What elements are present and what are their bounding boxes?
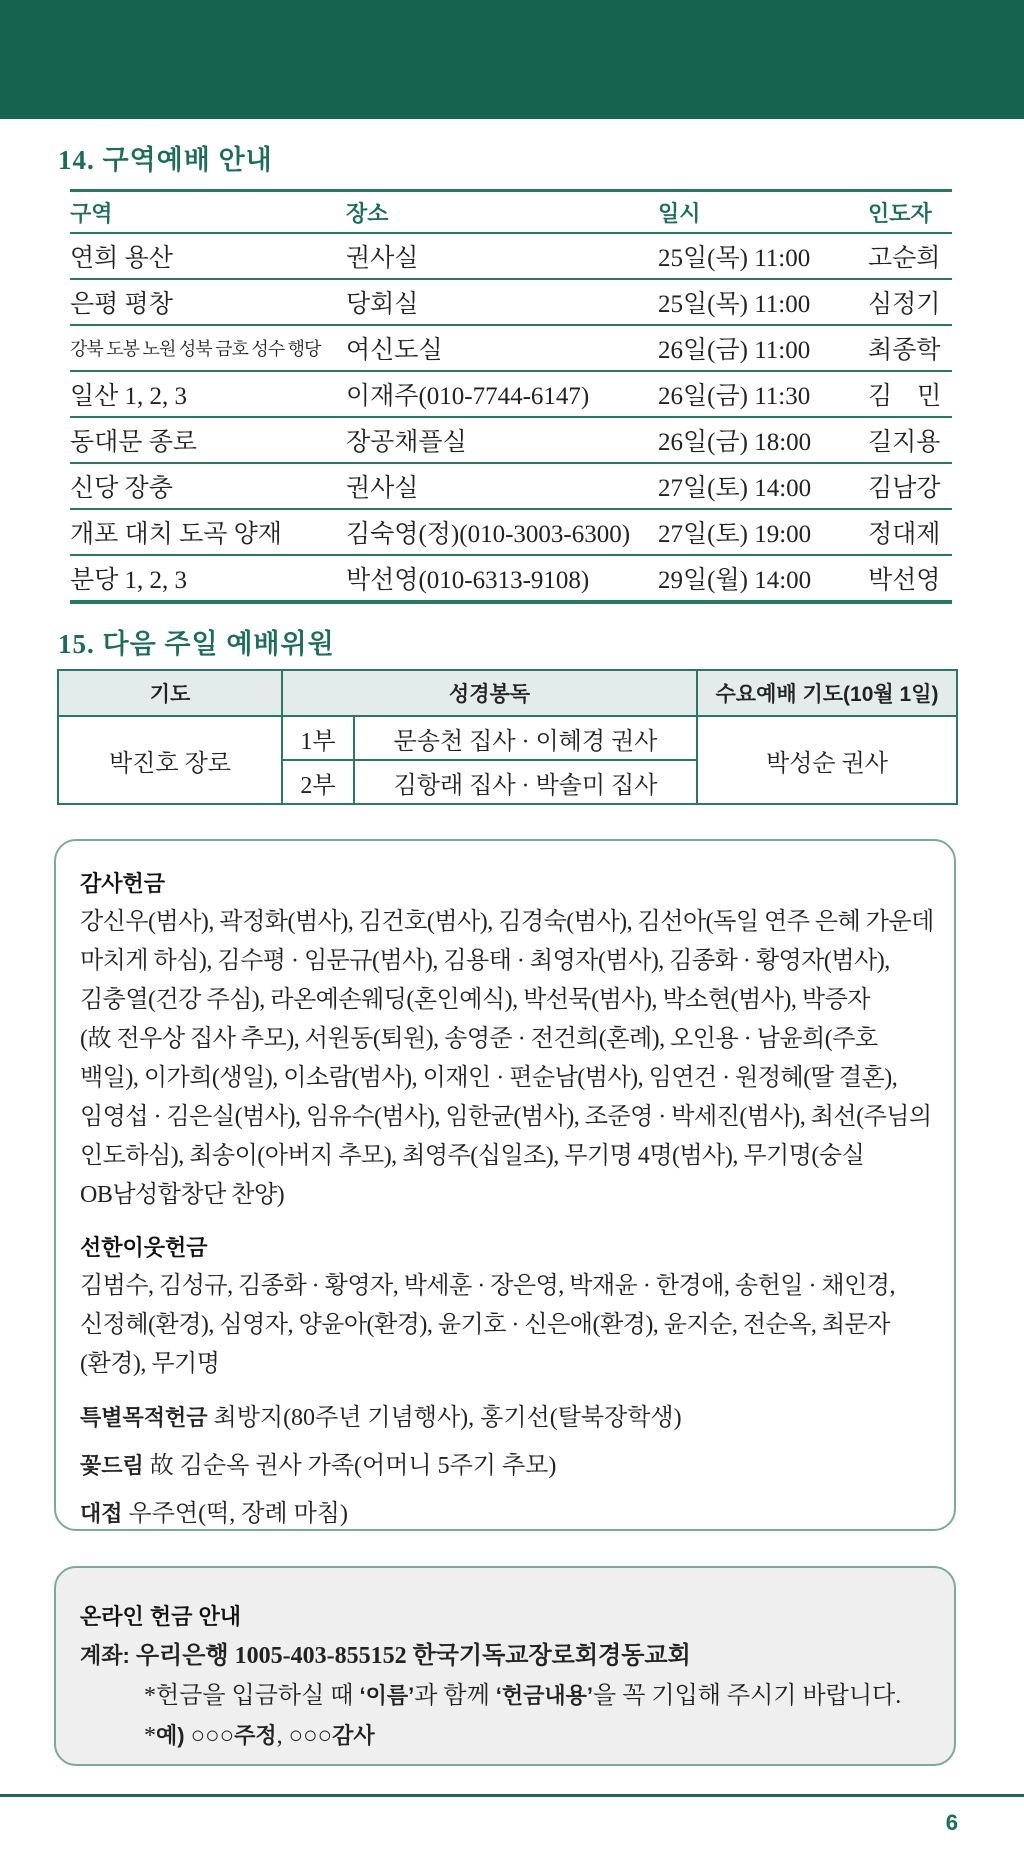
example-label: 예) xyxy=(156,1723,185,1748)
page-number: 6 xyxy=(945,1810,958,1835)
example-a: 주정 xyxy=(234,1723,277,1748)
leader-cell: 김남강 xyxy=(868,475,941,502)
flower-offering-title: 꽃드림 xyxy=(80,1453,144,1478)
worship-committee-table xyxy=(57,669,958,805)
neighbor-offering-title: 선한이웃헌금 xyxy=(80,1235,208,1260)
special-offering-text: 최방지(80주년 기념행사), 홍기선(탈북장학생) xyxy=(213,1405,682,1431)
special-offering-title: 특별목적헌금 xyxy=(80,1405,208,1430)
place-cell: 권사실 xyxy=(346,245,419,272)
datetime-cell: 25일(목) 11:00 xyxy=(658,245,811,272)
datetime-cell: 26일(금) 18:00 xyxy=(658,429,812,456)
table-row xyxy=(70,234,952,280)
note-text: *헌금을 입금하실 때 xyxy=(144,1683,360,1709)
offering-line: 인도하심), 최송이(아버지 추모), 최영주(십일조), 무기명 4명(범사), 무기명(숭실 xyxy=(80,1143,865,1169)
datetime-cell: 29일(월) 14:00 xyxy=(658,567,812,594)
example-note xyxy=(80,1716,930,1756)
offering-line: 김충열(건강 주심), 라온예손웨딩(혼인예식), 박선묵(범사), 박소현(범사), 박증자 xyxy=(80,987,870,1013)
header-district: 구역 xyxy=(70,200,113,226)
account-label: 계좌: xyxy=(80,1643,130,1668)
leader-cell: 고순희 xyxy=(868,245,941,272)
district-cell: 동대문 종로 xyxy=(70,429,198,456)
datetime-cell: 26일(금) 11:30 xyxy=(658,383,811,410)
offering-line: OB남성합창단 찬양) xyxy=(80,1182,285,1208)
section-14-title: 14. 구역예배 안내 xyxy=(58,145,273,175)
table-row xyxy=(70,326,952,372)
example-b: 감사 xyxy=(332,1723,375,1748)
section-15-title: 15. 다음 주일 예배위원 xyxy=(58,629,335,659)
online-offering-title: 온라인 헌금 안내 xyxy=(80,1604,241,1629)
place-cell: 여신도실 xyxy=(346,337,443,364)
flower-offering xyxy=(80,1446,930,1486)
district-cell: 일산 1, 2, 3 xyxy=(70,383,188,410)
datetime-cell: 26일(금) 11:00 xyxy=(658,337,811,364)
place-cell: 이재주(010-7744-6147) xyxy=(346,383,590,410)
offering-line: 강신우(범사), 곽정화(범사), 김건호(범사), 김경숙(범사), 김선아(독일 연주 은혜 가운데 xyxy=(80,909,934,935)
leader-cell: 길지용 xyxy=(868,429,941,456)
special-offering xyxy=(80,1398,930,1438)
datetime-cell: 27일(토) 14:00 xyxy=(658,475,812,502)
table-row xyxy=(70,280,952,326)
header-prayer: 기도 xyxy=(58,670,282,716)
hospitality-text: 우주연(떡, 장례 마침) xyxy=(128,1501,348,1527)
note-text: 을 꼭 기입해 주시기 바랍니다. xyxy=(593,1683,902,1709)
account-text: 우리은행 1005-403-855152 한국기독교장로회경동교회 xyxy=(135,1643,691,1669)
hospitality xyxy=(80,1494,930,1534)
deposit-note xyxy=(80,1676,930,1716)
thanks-offering-list xyxy=(80,903,934,1215)
place-cell: 당회실 xyxy=(346,291,419,318)
leader-cell: 김 민 xyxy=(868,383,942,410)
offering-line: (환경), 무기명 xyxy=(80,1351,220,1377)
hospitality-title: 대접 xyxy=(80,1501,123,1526)
header-wednesday: 수요예배 기도(10월 1일) xyxy=(697,670,957,716)
example-text: , ○○○ xyxy=(276,1723,333,1749)
offering-line: 임영섭 · 김은실(범사), 임유수(범사), 임한균(범사), 조준영 · 박세진(범사), 최선(주님의 xyxy=(80,1104,932,1130)
example-text: * xyxy=(144,1723,156,1749)
district-cell: 강북 도봉 노원 성북 금호 성수 행당 xyxy=(70,339,321,359)
note-name: ‘이름’ xyxy=(359,1683,415,1708)
reading-part: 1부 xyxy=(282,716,354,760)
district-cell: 은평 평창 xyxy=(70,291,173,318)
table-row xyxy=(70,510,952,556)
offering-line: 백일), 이가희(생일), 이소람(범사), 이재인 · 편순남(범사), 임연건 · 원정혜(딸 결혼), xyxy=(80,1065,898,1091)
table-row xyxy=(70,418,952,464)
district-cell: 신당 장충 xyxy=(70,475,173,502)
reading-names: 김항래 집사 · 박솔미 집사 xyxy=(354,760,697,804)
header-band xyxy=(0,0,1024,119)
datetime-cell: 25일(목) 11:00 xyxy=(658,291,811,318)
leader-cell: 정대제 xyxy=(868,521,941,548)
reading-part: 2부 xyxy=(282,760,354,804)
district-cell: 분당 1, 2, 3 xyxy=(70,567,188,594)
place-cell: 장공채플실 xyxy=(346,429,467,456)
example-text: ○○○ xyxy=(184,1723,235,1749)
header-place: 장소 xyxy=(346,200,389,226)
offering-line: 신정혜(환경), 심영자, 양윤아(환경), 윤기호 · 신은애(환경), 윤지순, 전순옥, 최문자 xyxy=(80,1312,890,1338)
account-line xyxy=(80,1636,930,1676)
reading-names: 문송천 집사 · 이혜경 권사 xyxy=(354,716,697,760)
offering-line: (故 전우상 집사 추모), 서원동(퇴원), 송영준 · 전건희(혼례), 오인용 · 남윤희(주호 xyxy=(80,1026,878,1052)
note-content: ‘헌금내용’ xyxy=(495,1683,594,1708)
online-offering-box xyxy=(54,1566,956,1766)
thanks-offering-title: 감사헌금 xyxy=(80,871,166,896)
leader-cell: 심정기 xyxy=(868,291,941,318)
neighbor-offering-list xyxy=(80,1267,930,1384)
table-row xyxy=(70,464,952,510)
flower-offering-text: 故 김순옥 권사 가족(어머니 5주기 추모) xyxy=(149,1453,557,1479)
wednesday-prayer-name: 박성순 권사 xyxy=(697,716,957,804)
district-cell: 개포 대치 도곡 양재 xyxy=(70,521,282,548)
district-worship-table xyxy=(70,189,952,604)
offerings-box xyxy=(54,839,956,1531)
table-row xyxy=(70,372,952,418)
note-text: 과 함께 xyxy=(414,1683,496,1709)
header-reading: 성경봉독 xyxy=(282,670,697,716)
offering-line: 김범수, 김성규, 김종화 · 황영자, 박세훈 · 장은영, 박재윤 · 한경애, 송헌일 · 채인경, xyxy=(80,1273,895,1299)
table-row xyxy=(70,556,952,604)
district-cell: 연희 용산 xyxy=(70,245,173,272)
prayer-name: 박진호 장로 xyxy=(58,716,282,804)
header-datetime: 일시 xyxy=(658,200,701,226)
leader-cell: 박선영 xyxy=(868,567,941,594)
table-header xyxy=(70,189,952,234)
offering-line: 마치게 하심), 김수평 · 임문규(범사), 김용태 · 최영자(범사), 김종화 · 황영자(범사), xyxy=(80,948,890,974)
place-cell: 박선영(010-6313-9108) xyxy=(346,567,590,594)
leader-cell: 최종학 xyxy=(868,337,941,364)
footer-divider xyxy=(0,1794,1024,1797)
header-leader: 인도자 xyxy=(868,200,932,226)
datetime-cell: 27일(토) 19:00 xyxy=(658,521,812,548)
place-cell: 김숙영(정)(010-3003-6300) xyxy=(346,521,631,548)
place-cell: 권사실 xyxy=(346,475,419,502)
